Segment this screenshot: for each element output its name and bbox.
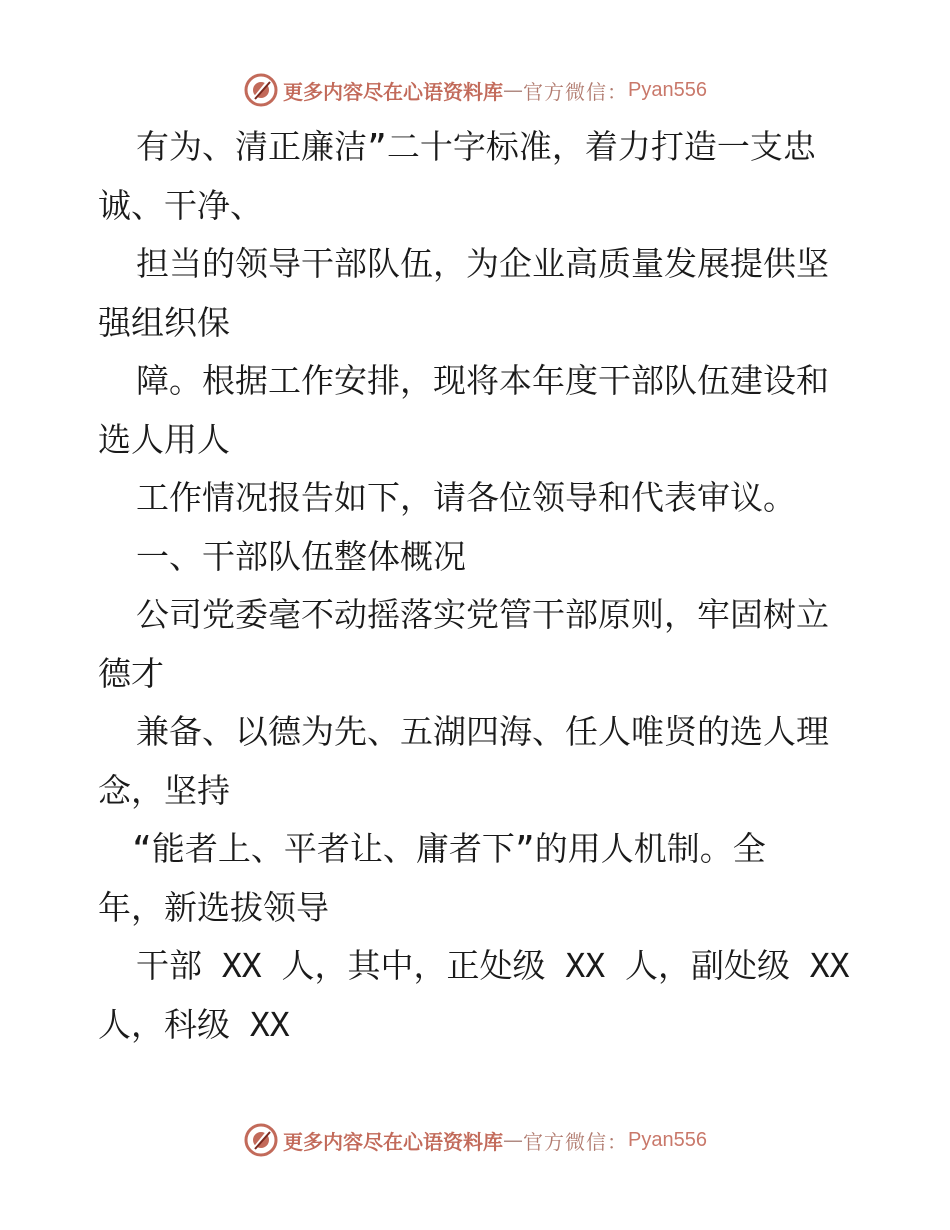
banner-wechat-id: Pyan556 — [628, 78, 707, 101]
body-line: 兼备、以德为先、五湖四海、任人唯贤的选人理 — [136, 712, 829, 751]
body-line: 德才 — [98, 653, 164, 693]
header-watermark-banner — [0, 70, 950, 110]
body-line: 年，新选拔领导 — [98, 887, 329, 927]
body-line: “能者上、平者让、庸者下”的用人机制。全 — [132, 829, 766, 868]
banner-separator: — — [503, 78, 524, 102]
banner-wechat-label: 官方微信： — [523, 79, 629, 104]
banner-title: 更多内容尽在心语资料库 — [283, 1129, 504, 1154]
banner-title: 更多内容尽在心语资料库 — [283, 79, 504, 104]
body-line: 强组织保 — [98, 302, 230, 342]
footer-watermark-banner — [0, 1120, 950, 1160]
banner-wechat-label: 官方微信： — [523, 1129, 629, 1154]
body-line: 念，坚持 — [98, 770, 230, 810]
banner-separator: — — [503, 1128, 524, 1152]
body-line: 障。根据工作安排，现将本年度干部队伍建设和 — [136, 361, 829, 400]
body-line: 选人用人 — [98, 419, 230, 459]
body-line: 工作情况报告如下，请各位领导和代表审议。 — [136, 478, 796, 517]
banner-wechat-id: Pyan556 — [628, 1128, 707, 1151]
body-line: 诚、干净、 — [98, 185, 263, 225]
brush-pen-logo-icon — [243, 72, 279, 108]
body-line: 担当的领导干部队伍，为企业高质量发展提供坚 — [136, 244, 829, 283]
brush-pen-logo-icon — [243, 1122, 279, 1158]
body-line: 公司党委毫不动摇落实党管干部原则，牢固树立 — [136, 595, 829, 634]
document-body — [98, 118, 858, 1054]
body-line: 干部 XX 人，其中，正处级 XX 人，副处级 XX — [136, 946, 850, 985]
section-heading: 一、干部队伍整体概况 — [136, 536, 466, 576]
body-line: 人，科级 XX — [98, 1004, 290, 1044]
body-line: 有为、清正廉洁”二十字标准，着力打造一支忠 — [136, 127, 816, 166]
